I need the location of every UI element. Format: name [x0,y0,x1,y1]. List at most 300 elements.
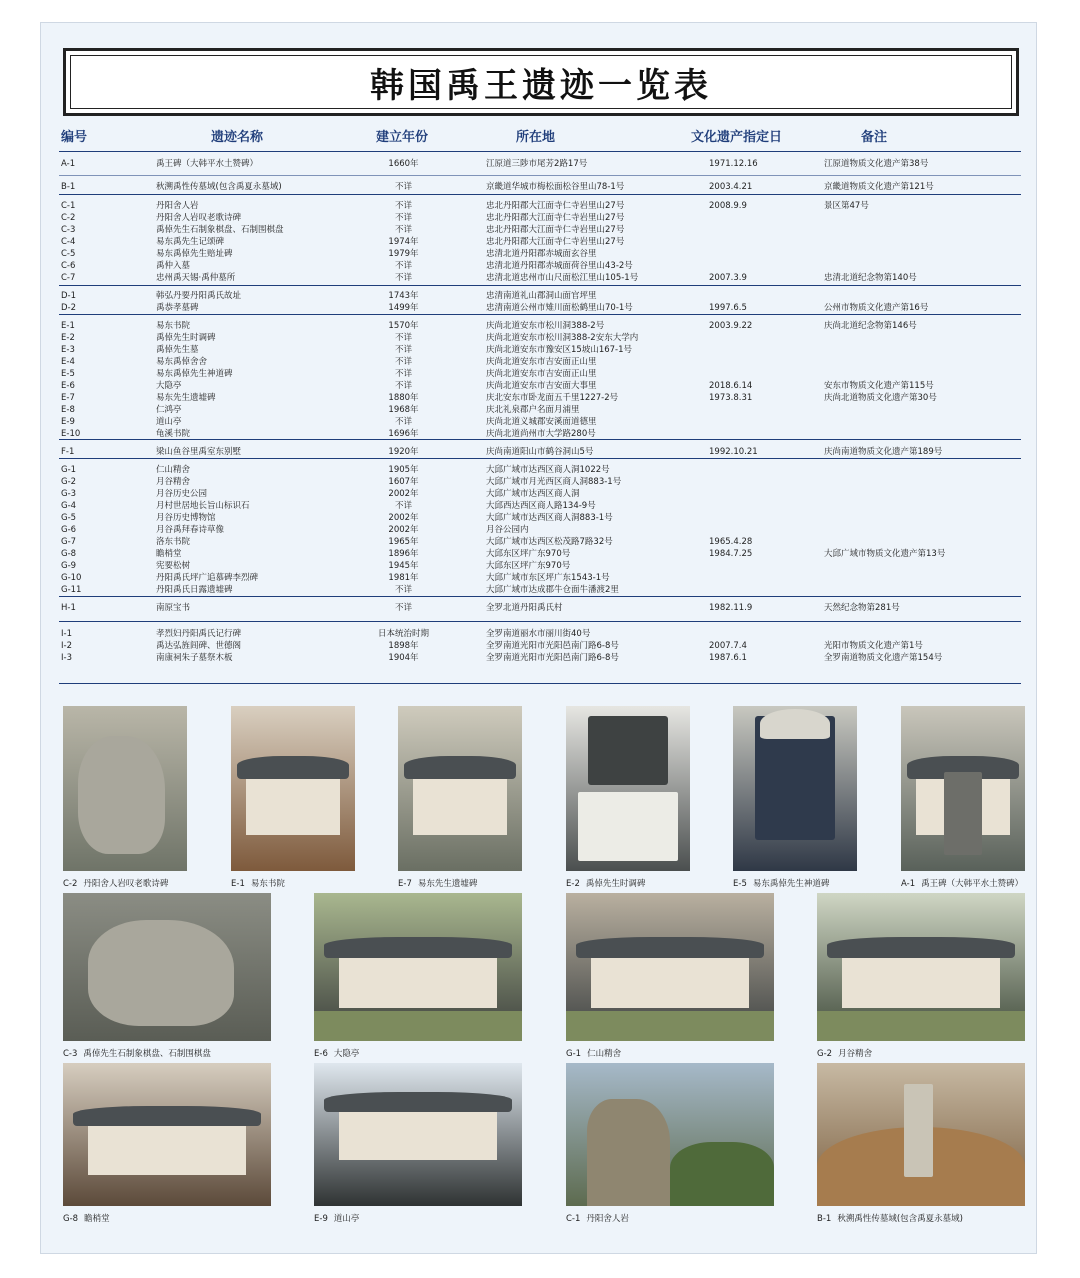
table-row [41,236,1036,248]
cell-remark: 庆尚南道物质文化遗产第189号 [824,447,943,457]
cell-code: G-8 [61,549,77,559]
cell-year: 1968年 [388,405,419,415]
caption-code: E-9 [314,1214,328,1224]
row-divider [59,596,1021,597]
caption-code: G-2 [817,1049,833,1059]
cell-name: 易东禹先生记颂碑 [156,237,225,247]
photo-image [63,706,187,871]
photo-image [231,706,355,871]
wall-shape [413,779,507,835]
table-row [41,524,1036,536]
cell-location: 大邱广域市东区坪广东1543-1号 [486,573,610,583]
cell-year: 不详 [394,381,412,391]
cell-name: 易东禹倬舍舍 [156,357,208,367]
photo-caption [817,1047,872,1059]
cell-name: 禹王碑（大韩平水土赞碑） [156,159,259,169]
cell-code: G-3 [61,489,77,499]
cell-code: B-1 [61,182,76,192]
cell-remark: 忠清北道纪念物第140号 [824,273,917,283]
photo-image [566,1063,774,1206]
caption-text: 丹阳舍人岩 [586,1214,629,1224]
cell-date: 1984.7.25 [709,549,753,559]
cell-year: 1896年 [388,549,419,559]
photo-caption [566,1047,621,1059]
cell-code: E-1 [61,321,75,331]
caption-code: C-3 [63,1049,78,1059]
photo-caption [566,1212,629,1224]
cell-code: I-3 [61,653,72,663]
cell-date: 1987.6.1 [709,653,747,663]
cell-name: 大隐亭 [156,381,182,391]
row-divider [59,621,1021,622]
photo-caption [63,1212,110,1224]
cell-code: E-2 [61,333,75,343]
cell-name: 南原宝书 [156,603,191,613]
cell-name: 禹倬先生时调碑 [156,333,216,343]
cell-location: 大邱广域市月光西区商人洞883-1号 [486,477,622,487]
cell-date: 1997.6.5 [709,303,747,313]
cell-remark: 景区第47号 [824,201,869,211]
table-row [41,404,1036,416]
header-name: 遗迹名称 [211,130,264,145]
cell-remark: 江原道物质文化遗产第38号 [824,159,929,169]
cell-location: 庆尚北道安东市松川洞388-2号 [486,321,605,331]
cell-date: 2003.9.22 [709,321,753,331]
site-photo [63,706,187,871]
caption-text: 仁山精舍 [587,1049,622,1059]
cell-code: E-9 [61,417,75,427]
caption-text: 丹阳舍人岩叹老歌诗碑 [83,879,169,889]
cell-location: 忠北丹阳郡大江面寺仁寺岩里山27号 [486,213,625,223]
cell-year: 1904年 [388,653,419,663]
header-location: 所在地 [516,130,556,145]
cell-name: 韩弘丹要丹阳禹氏故址 [156,291,242,301]
cell-name: 禹仲入墓 [156,261,191,271]
cell-code: I-2 [61,641,72,651]
cell-location: 庆尚北道义城郡安溪面道德里 [486,417,597,427]
caption-text: 道山亭 [333,1214,360,1224]
cell-year: 1965年 [388,537,419,547]
roof-shape [324,1092,511,1112]
cell-location: 大邱广域市达西区商人洞1022号 [486,465,610,475]
cell-year: 不详 [394,201,412,211]
table-row [41,416,1036,428]
cell-date: 2007.7.4 [709,641,747,651]
cell-location: 忠清北道丹阳郡赤城面玄谷里 [486,249,597,259]
cell-date: 1971.12.16 [709,159,758,169]
photo-caption [566,877,645,889]
cell-code: I-1 [61,629,72,639]
header-remark: 备注 [861,130,888,145]
cell-location: 庆尚北道安东市吉安面大事里 [486,381,597,391]
cell-name: 易东禹倬先生赔址碑 [156,249,233,259]
document-sheet [40,22,1037,1254]
cell-code: E-8 [61,405,75,415]
photo-image [314,893,522,1041]
cell-location: 大邱广域市达成郡牛仓面牛潘渡2里 [486,585,619,595]
cell-year: 不详 [394,261,412,271]
cell-location: 忠北丹阳郡大江面寺仁寺岩里山27号 [486,225,625,235]
cell-year: 1979年 [388,249,419,259]
cell-location: 庆北礼泉郡户名面月浦里 [486,405,580,415]
cell-location: 全罗南道光阳市光阳邑南门路6-8号 [486,653,619,663]
cell-location: 大邱西达西区商人路134-9号 [486,501,596,511]
table-row [41,356,1036,368]
table-row [41,248,1036,260]
ground-shape [314,1011,522,1041]
cell-name: 禹倬先生石制象棋盘、石制围棋盘 [156,225,284,235]
site-photo [231,706,355,871]
table-row [41,476,1036,488]
header-year: 建立年份 [376,130,429,145]
photo-image [817,893,1025,1041]
caption-text: 易东禹倬先生神道碑 [752,879,830,889]
stele-base [578,792,677,861]
table-row [41,272,1036,284]
caption-code: G-1 [566,1049,582,1059]
table-row [41,344,1036,356]
caption-code: G-8 [63,1214,79,1224]
site-photo [63,1063,271,1206]
cell-code: C-3 [61,225,76,235]
table-row [41,158,1036,170]
cell-name: 孝烈妇丹阳禹氏记行碑 [156,629,242,639]
site-photo [566,706,690,871]
cell-name: 月村世居地长旨山标识石 [156,501,250,511]
cell-name: 易东先生遗墟碑 [156,393,216,403]
cell-year: 不详 [394,417,412,427]
photo-image [901,706,1025,871]
cell-code: G-11 [61,585,82,595]
cell-code: E-10 [61,429,81,439]
cell-code: F-1 [61,447,75,457]
row-divider [59,458,1021,459]
caption-code: A-1 [901,879,916,889]
cell-date: 1982.11.9 [709,603,753,613]
cell-remark: 公州市物质文化遗产第16号 [824,303,929,313]
table-row [41,584,1036,596]
table-row [41,181,1036,193]
cell-date: 1965.4.28 [709,537,753,547]
stele-cap [760,709,829,739]
wall-shape [88,1126,246,1175]
caption-code: C-1 [566,1214,581,1224]
cell-date: 2008.9.9 [709,201,747,211]
caption-code: E-7 [398,879,412,889]
photo-image [314,1063,522,1206]
site-photo [63,893,271,1041]
table-row [41,368,1036,380]
cell-code: G-9 [61,561,77,571]
table-row [41,548,1036,560]
cell-name: 丹阳舍人岩 [156,201,199,211]
ground-shape [566,1011,774,1041]
site-photo [398,706,522,871]
cell-name: 月谷精舍 [156,477,191,487]
cell-date: 2018.6.14 [709,381,753,391]
photo-image [566,706,690,871]
cell-year: 2002年 [388,525,419,535]
photo-caption [733,877,829,889]
table-row [41,224,1036,236]
cell-code: E-5 [61,369,75,379]
cell-year: 1743年 [388,291,419,301]
cell-year: 不详 [394,345,412,355]
cell-location: 庆尚北道安东市吉安面正山里 [486,357,597,367]
table-row [41,392,1036,404]
cell-name: 忠州禹天锡·禹仲墓所 [156,273,236,283]
site-photo [566,1063,774,1206]
cell-year: 1570年 [388,321,419,331]
cell-name: 易东书院 [156,321,191,331]
tomb-stele [904,1084,933,1177]
cell-code: C-7 [61,273,76,283]
cell-name: 禹倬先生墓 [156,345,199,355]
photo-image [817,1063,1025,1206]
table-row [41,302,1036,314]
table-row [41,628,1036,640]
photo-caption [398,877,477,889]
photo-caption [314,1212,359,1224]
cell-year: 1499年 [388,303,419,313]
cell-name: 月谷禹拜春诗草像 [156,525,225,535]
table-row [41,260,1036,272]
cell-year: 日本统治时期 [377,629,429,639]
caption-code: E-2 [566,879,580,889]
cell-location: 忠清北道忠州市山尺面松江里山105-1号 [486,273,639,283]
site-photo [566,893,774,1041]
caption-text: 月谷精舍 [838,1049,873,1059]
cell-year: 不详 [394,213,412,223]
cell-code: D-2 [61,303,77,313]
cell-year: 不详 [394,357,412,367]
cell-code: G-4 [61,501,77,511]
caption-text: 秋溯禹性传墓域(包含禹夏永墓域) [837,1214,963,1224]
cell-year: 不详 [394,585,412,595]
cell-year: 1920年 [388,447,419,457]
cell-remark: 安东市物质文化遗产第115号 [824,381,934,391]
title-frame [63,48,1019,116]
cell-date: 1992.10.21 [709,447,758,457]
caption-text: 大隐亭 [333,1049,360,1059]
caption-code: B-1 [817,1214,832,1224]
rock-shape [88,920,234,1027]
trees-shape [670,1142,774,1206]
row-divider [59,683,1021,684]
wall-shape [246,779,340,835]
site-photo [314,893,522,1041]
caption-text: 易东先生遗墟碑 [417,879,478,889]
cell-name: 洛东书院 [156,537,191,547]
table-row [41,560,1036,572]
row-divider [59,151,1021,152]
site-photo [817,1063,1025,1206]
table-row [41,602,1036,614]
cell-code: A-1 [61,159,76,169]
page-title: 韩国禹王遗迹一览表 [370,65,712,106]
site-photo [901,706,1025,871]
cell-location: 忠北丹阳郡大江面寺仁寺岩里山27号 [486,201,625,211]
cell-location: 全罗南道光阳市光阳邑南门路6-8号 [486,641,619,651]
row-divider [59,285,1021,286]
cell-name: 易东禹倬先生神道碑 [156,369,233,379]
cell-name: 禹达弘旌闾碑、世德阁 [156,641,242,651]
row-divider [59,314,1021,315]
cell-code: C-2 [61,213,76,223]
photo-image [566,893,774,1041]
cell-code: G-5 [61,513,77,523]
header-code: 编号 [61,130,88,145]
cell-name: 仁山精舍 [156,465,191,475]
cell-year: 1696年 [388,429,419,439]
table-row [41,512,1036,524]
cell-code: H-1 [61,603,76,613]
photo-image [398,706,522,871]
cell-year: 不详 [394,333,412,343]
cell-name: 月谷历史公园 [156,489,208,499]
cell-location: 庆尚南道阳山市鹤谷洞山5号 [486,447,594,457]
table-row [41,500,1036,512]
cell-location: 大邱广域市达西区商人洞 [486,489,580,499]
photo-caption [231,877,285,889]
cell-name: 南康祠朱子墓祭木板 [156,653,233,663]
cell-code: E-3 [61,345,75,355]
cell-location: 庆尚北道安东市松川洞388-2安东大学内 [486,333,639,343]
cell-location: 大邱广域市达西区商人洞883-1号 [486,513,613,523]
photo-caption [63,1047,211,1059]
wall-shape [339,958,497,1008]
cell-name: 仁鸿亭 [156,405,182,415]
cell-year: 不详 [394,182,412,192]
table-row [41,446,1036,458]
cell-location: 庆尚北道安东市豫安区15坡山167-1号 [486,345,633,355]
cell-remark: 全罗南道物质文化遗产第154号 [824,653,943,663]
cell-year: 不详 [394,501,412,511]
cell-remark: 光阳市物质文化遗产第1号 [824,641,923,651]
photo-image [733,706,857,871]
cell-year: 1607年 [388,477,419,487]
cell-remark: 京畿道物质文化遗产第121号 [824,182,934,192]
caption-code: E-6 [314,1049,328,1059]
cell-name: 宪要松树 [156,561,191,571]
cell-remark: 庆尚北道物质文化遗产第30号 [824,393,937,403]
cell-name: 月谷历史博物馆 [156,513,216,523]
roof-shape [237,756,349,779]
cell-name: 梁山鱼谷里禹室东别墅 [156,447,242,457]
table-row [41,652,1036,664]
cell-name: 禹恭孝墓碑 [156,303,199,313]
site-photo [314,1063,522,1206]
cell-location: 大邱东区坪广东970号 [486,549,571,559]
table-row [41,536,1036,548]
wall-shape [591,958,749,1008]
cell-code: G-1 [61,465,77,475]
cell-code: G-10 [61,573,82,583]
cell-year: 1905年 [388,465,419,475]
table-row [41,464,1036,476]
cell-code: G-7 [61,537,77,547]
header-designation-date: 文化遗产指定日 [691,130,783,145]
cell-code: E-7 [61,393,75,403]
table-row [41,380,1036,392]
caption-code: E-1 [231,879,245,889]
table-row [41,212,1036,224]
cell-name: 秋溯禹性传墓域(包含禹夏永墓域) [156,182,282,192]
roof-shape [324,937,511,958]
cell-date: 2003.4.21 [709,182,753,192]
caption-code: E-5 [733,879,747,889]
photo-caption [817,1212,963,1224]
cell-location: 忠清南道公州市雉川面松鹤里山70-1号 [486,303,633,313]
cell-code: G-6 [61,525,77,535]
cell-name: 道山亭 [156,417,182,427]
cell-year: 不详 [394,603,412,613]
cell-year: 1898年 [388,641,419,651]
caption-text: 禹王碑（大韩平水土赞碑） [921,879,1024,889]
cell-date: 1973.8.31 [709,393,753,403]
cell-location: 忠清北道丹阳郡赤城面荷谷里山43-2号 [486,261,633,271]
cell-year: 2002年 [388,513,419,523]
roof-shape [576,937,763,958]
cell-location: 全罗南道丽水市丽川街40号 [486,629,591,639]
cell-remark: 大邱广域市物质文化遗产第13号 [824,549,946,559]
table-row [41,290,1036,302]
cell-remark: 天然纪念物第281号 [824,603,900,613]
cell-location: 全罗北道丹阳禹氏村 [486,603,563,613]
cell-name: 丹阳舍人岩叹老歌诗碑 [156,213,242,223]
cell-code: C-4 [61,237,76,247]
photo-caption [63,877,168,889]
cell-date: 2007.3.9 [709,273,747,283]
ground-shape [817,1011,1025,1041]
cell-name: 瞻梢堂 [156,549,182,559]
cell-year: 2002年 [388,489,419,499]
rock-shape [78,736,165,855]
cell-location: 月谷公园内 [486,525,529,535]
stele-shape [588,716,667,785]
cell-location: 大邱东区坪广东970号 [486,561,571,571]
caption-text: 禹倬先生石制象棋盘、石制围棋盘 [83,1049,211,1059]
cell-location: 忠清南道礼山郡洞山面官坪里 [486,291,597,301]
roof-shape [404,756,516,779]
cliff-shape [587,1099,670,1206]
cell-year: 不详 [394,273,412,283]
cell-code: C-5 [61,249,76,259]
table-row [41,320,1036,332]
cell-location: 京畿道华城市梅松面松谷里山78-1号 [486,182,625,192]
photo-caption [314,1047,359,1059]
table-row [41,332,1036,344]
table-row [41,640,1036,652]
cell-name: 丹阳禹氏坪广追慕碑李烈碑 [156,573,259,583]
cell-year: 1974年 [388,237,419,247]
cell-year: 1660年 [388,159,419,169]
row-divider [59,194,1021,195]
table-row [41,488,1036,500]
cell-location: 庆尚北道安东市吉安面正山里 [486,369,597,379]
cell-year: 1945年 [388,561,419,571]
stele-shape [944,772,981,855]
cell-location: 大邱广域市达西区松茂路7路32号 [486,537,613,547]
cell-code: G-2 [61,477,77,487]
table-header [41,126,1036,148]
cell-code: E-6 [61,381,75,391]
cell-location: 庆北安东市卧龙面五千里1227-2号 [486,393,619,403]
cell-year: 1880年 [388,393,419,403]
roof-shape [827,937,1014,958]
cell-remark: 庆尚北道纪念物第146号 [824,321,917,331]
cell-year: 1981年 [388,573,419,583]
